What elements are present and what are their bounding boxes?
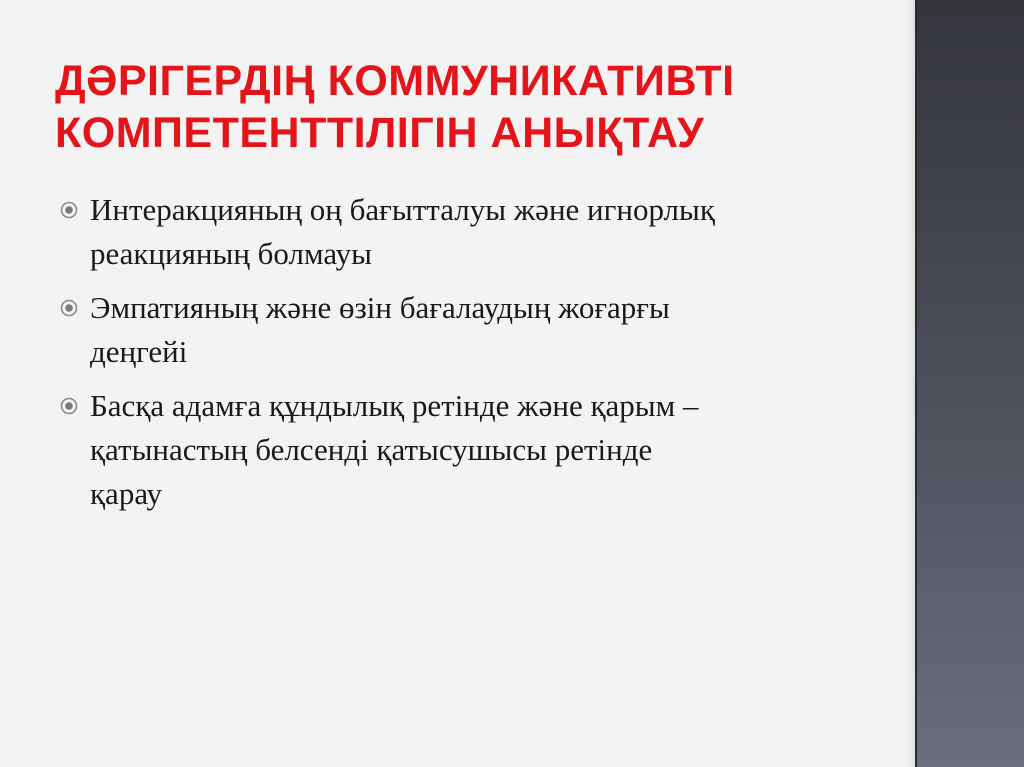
radio-target-icon bbox=[60, 286, 90, 330]
edge-shadow bbox=[905, 0, 915, 767]
bullet-3-line-1: Басқа адамға құндылық ретінде және қарым – bbox=[90, 388, 699, 423]
bullet-text bbox=[90, 188, 715, 276]
bullet-list bbox=[60, 188, 880, 526]
radio-target-icon bbox=[60, 188, 90, 232]
side-band-edge bbox=[915, 0, 917, 767]
title-line-1: ДӘРІГЕРДІҢ КОММУНИКАТИВТІ bbox=[55, 57, 735, 105]
bullet-1-line-1: Интеракцияның оң бағытталуы және игнорлық bbox=[90, 192, 715, 227]
bullet-text bbox=[90, 384, 698, 516]
bullet-3-line-3: қарау bbox=[90, 476, 163, 511]
bullet-text bbox=[90, 286, 670, 374]
bullet-1-line-2: реакцияның болмауы bbox=[90, 236, 372, 271]
bullet-item-3 bbox=[60, 384, 880, 516]
slide-title bbox=[55, 55, 895, 159]
bullet-3-line-2: қатынастың белсенді қатысушысы ретінде bbox=[90, 432, 653, 467]
title-line-2: КОМПЕТЕНТТІЛІГІН АНЫҚТАУ bbox=[55, 109, 705, 157]
radio-target-icon bbox=[60, 384, 90, 428]
bullet-2-line-1: Эмпатияның және өзін бағалаудың жоғарғы bbox=[90, 290, 670, 325]
decorative-side-band bbox=[915, 0, 1024, 767]
bullet-2-line-2: деңгейі bbox=[90, 334, 188, 369]
bullet-item-2 bbox=[60, 286, 880, 374]
bullet-item-1 bbox=[60, 188, 880, 276]
